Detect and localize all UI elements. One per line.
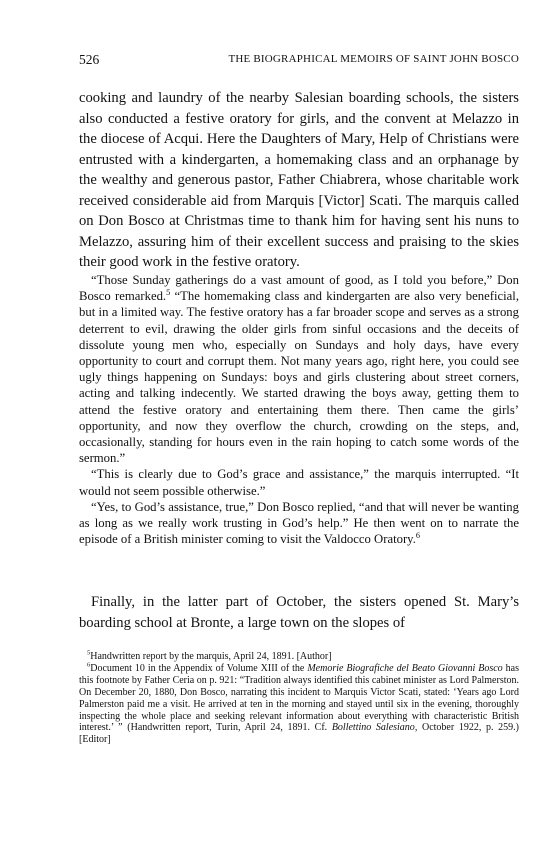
footnote-italic-title: Memorie Biografiche del Beato Giovanni Bosco (307, 662, 503, 674)
body-paragraph-1: cooking and laundry of the nearby Salesian boarding schools, the sisters also conducted a festive oratory for girls, and the convent at Melazzo in the diocese of Acqui. Here the Daughters of Mary, Help of Christians were entrusted with a kindergarten, a homemaking class and an orphanage by the wealthy and generous pastor, Father Chiabrera, whose charitable work received considerable aid from Marquis [Victor] Scati. The marquis called on Don Bosco at Christmas time to thank him for having sent his nuns to Melazzo, assuring him of their excellent success and praising to the skies their good work in the festive oratory. (79, 90, 519, 270)
dialogue-paragraph-1 (79, 272, 519, 466)
footnote-5 (79, 651, 519, 663)
footnote-reference-6: 6 (415, 531, 420, 541)
dialogue-paragraph-2: “This is clearly due to God’s grace and assistance,” the marquis interrupted. “It would not seem possible otherwise.” (79, 467, 519, 498)
footnote-text: Handwritten report by the marquis, April 24, 1891. [Author] (90, 651, 332, 662)
dialogue-paragraph-3 (79, 499, 519, 548)
running-title: THE BIOGRAPHICAL MEMOIRS OF SAINT JOHN BOSCO (228, 53, 519, 65)
dialogue-block (79, 272, 519, 547)
footnote-text: Document 10 in the Appendix of Volume XIII of the (90, 662, 308, 674)
dialogue-text: “Those Sunday gatherings do a vast amount of good, as I told you before,” Don Bosco remarked. (79, 273, 519, 304)
body-paragraph-2: Finally, in the latter part of October, the sisters opened St. Mary’s boarding school at Bronte, a large town on the slopes of (79, 594, 519, 631)
dialogue-text: “The homemaking class and kindergarten are also very beneficial, but in a limited way. The festive oratory has a far broader scope and serves as a strong deterrent to evil, drawing the older girls from sinful occasions and the deceits of dissolute young men who, especially on Sundays and holy days, have every opportunity to court and corrupt them. Not many years ago, right here, you could see ugly things happening on Sundays: boys and girls clustering about street corners, acting and talking indecently. We started drawing the boys away, getting them to attend the festive oratory and entertaining them there. Then came the girls’ opportunity, and now they overflow the church, crowding on the steps, and, occasionally, standing for hours even in the rain hoping to catch some words of the sermon.” (79, 289, 519, 466)
footnote-text: , October 1922, p. 259.) [Editor] (79, 722, 519, 746)
page-number: 526 (79, 52, 100, 67)
footnote-6 (79, 663, 519, 746)
footnote-reference-5: 5 (166, 287, 171, 297)
footnote-italic-title: Bollettino Salesiano (331, 722, 415, 734)
footnotes (79, 651, 519, 746)
dialogue-text: “Yes, to God’s assistance, true,” Don Bosco replied, “and that will never be wanting as long as we really work trusting in God’s help.” He then went on to narrate the episode of a British minister coming to visit the Valdocco Oratory. (79, 499, 519, 547)
footnote-text: has this footnote by Father Ceria on p. 921: “Tradition always identified this cabinet minister as Lord Palmerston. On December 20, 1880, Don Bosco, narrating this incident to Marquis Victor Scati, stated: ‘Years ago Lord Palmerston paid me a visit. He arrived at ten in the morning and stayed until six in the evening, thoroughly inspecting the whole place and seeking relevant information about everything with characteristic British interest.’ ” (Handwritten report, Turin, April 24, 1891. Cf. (79, 662, 519, 734)
footnote-mark: 6 (87, 661, 91, 669)
footnote-mark: 5 (87, 649, 91, 657)
page-header (79, 52, 519, 70)
